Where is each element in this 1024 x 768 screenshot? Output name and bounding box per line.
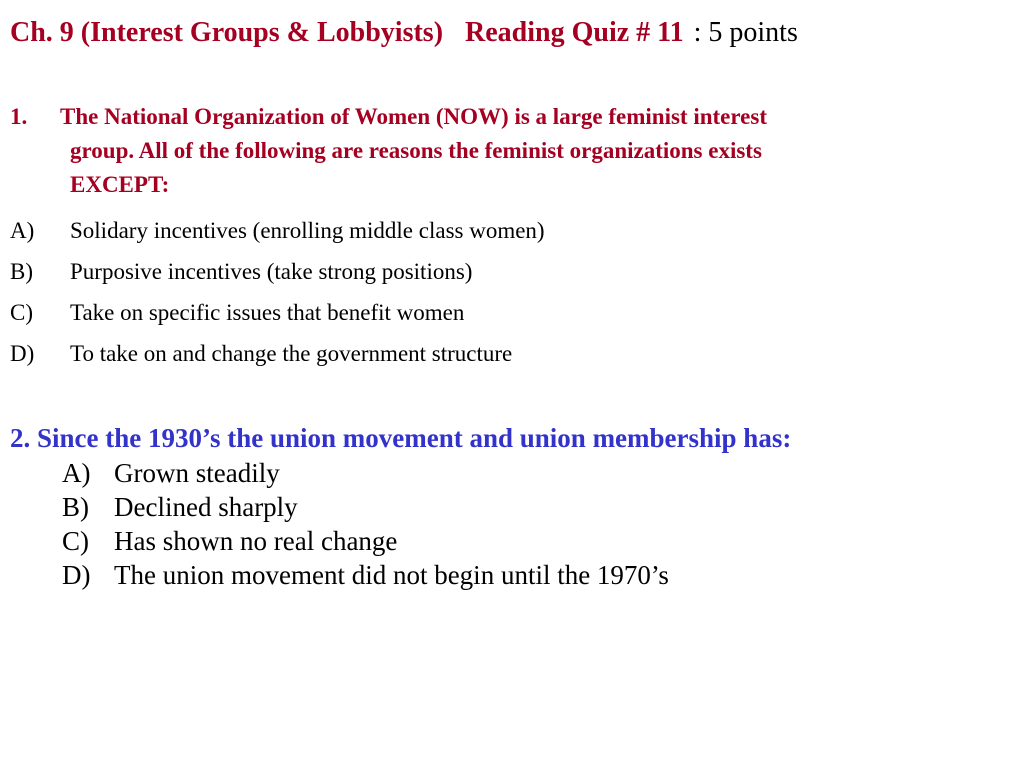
question-1-option-a: [10, 210, 545, 251]
option-text: Purposive incentives (take strong positions): [70, 259, 473, 284]
option-letter: C): [62, 526, 89, 556]
question-1: [10, 100, 970, 202]
option-text: Has shown no real change: [114, 526, 398, 556]
option-letter: A): [62, 458, 91, 488]
option-text: Take on specific issues that benefit women: [70, 300, 465, 325]
option-letter: D): [10, 341, 35, 366]
option-text: To take on and change the government structure: [70, 341, 513, 366]
question-2: 2. Since the 1930’s the union movement and union membership has:: [10, 423, 792, 453]
option-letter: D): [62, 560, 91, 590]
slide-title: [10, 16, 798, 50]
question-1-option-c: [10, 292, 545, 333]
option-letter: C): [10, 300, 33, 325]
points-label: : 5 points: [693, 17, 798, 48]
option-letter: A): [10, 218, 35, 243]
option-letter: B): [62, 492, 89, 522]
question-2-option-c: [62, 524, 669, 558]
question-1-line-2: group. All of the following are reasons the feminist organizations exists: [70, 138, 762, 163]
question-1-line-3: EXCEPT:: [70, 172, 170, 197]
question-1-line-1: The National Organization of Women (NOW) is a large feminist interest: [60, 104, 767, 129]
question-1-option-b: [10, 251, 545, 292]
chapter-title: Ch. 9 (Interest Groups & Lobbyists): [10, 17, 444, 48]
option-text: Grown steadily: [114, 458, 280, 488]
question-2-option-b: [62, 490, 669, 524]
option-text: Solidary incentives (enrolling middle class women): [70, 218, 545, 243]
question-1-option-d: [10, 333, 545, 374]
question-2-option-d: [62, 558, 669, 592]
question-1-number: 1.: [10, 104, 28, 129]
question-2-option-a: [62, 456, 669, 490]
option-text: The union movement did not begin until the 1970’s: [114, 560, 669, 590]
quiz-title: Reading Quiz # 11: [465, 17, 684, 48]
option-text: Declined sharply: [114, 492, 298, 522]
question-1-options: [10, 210, 545, 374]
option-letter: B): [10, 259, 33, 284]
question-2-options: [62, 456, 669, 592]
